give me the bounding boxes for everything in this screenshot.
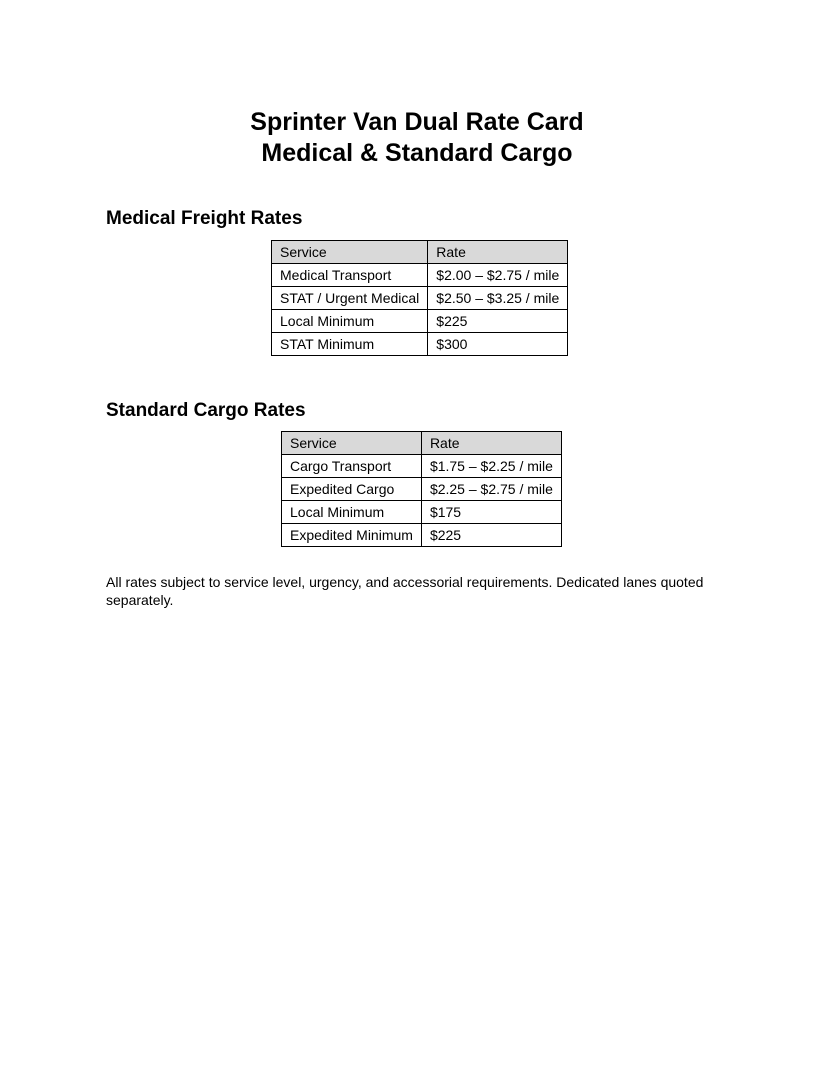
rate-cell: $2.00 – $2.75 / mile [428, 264, 568, 287]
table-row [282, 501, 562, 524]
table-row [272, 333, 568, 356]
column-header-rate: Rate [428, 241, 568, 264]
service-cell: Local Minimum [272, 310, 428, 333]
document-title-line2: Medical & Standard Cargo [261, 139, 573, 167]
document-title-line1: Sprinter Van Dual Rate Card [250, 108, 584, 136]
column-header-service: Service [272, 241, 428, 264]
service-cell: STAT Minimum [272, 333, 428, 356]
service-cell: Cargo Transport [282, 455, 422, 478]
standard-rates-table [281, 431, 562, 547]
standard-section-heading: Standard Cargo Rates [106, 400, 306, 421]
rate-cell: $300 [428, 333, 568, 356]
rate-cell: $1.75 – $2.25 / mile [421, 455, 561, 478]
rate-cell: $2.50 – $3.25 / mile [428, 287, 568, 310]
rate-cell: $225 [428, 310, 568, 333]
rate-cell: $2.25 – $2.75 / mile [421, 478, 561, 501]
table-row [272, 310, 568, 333]
service-cell: Expedited Minimum [282, 524, 422, 547]
column-header-rate: Rate [421, 432, 561, 455]
rate-cell: $175 [421, 501, 561, 524]
table-row [282, 455, 562, 478]
service-cell: Local Minimum [282, 501, 422, 524]
table-row [272, 264, 568, 287]
column-header-service: Service [282, 432, 422, 455]
table-header-row [272, 241, 568, 264]
medical-section-heading: Medical Freight Rates [106, 208, 303, 229]
medical-rates-table [271, 240, 568, 356]
service-cell: Expedited Cargo [282, 478, 422, 501]
rate-cell: $225 [421, 524, 561, 547]
table-header-row [282, 432, 562, 455]
footer-note: All rates subject to service level, urgency, and accessorial requirements. Dedicated lanes quoted separately. [106, 574, 704, 608]
service-cell: Medical Transport [272, 264, 428, 287]
table-row [272, 287, 568, 310]
table-row [282, 478, 562, 501]
service-cell: STAT / Urgent Medical [272, 287, 428, 310]
table-row [282, 524, 562, 547]
